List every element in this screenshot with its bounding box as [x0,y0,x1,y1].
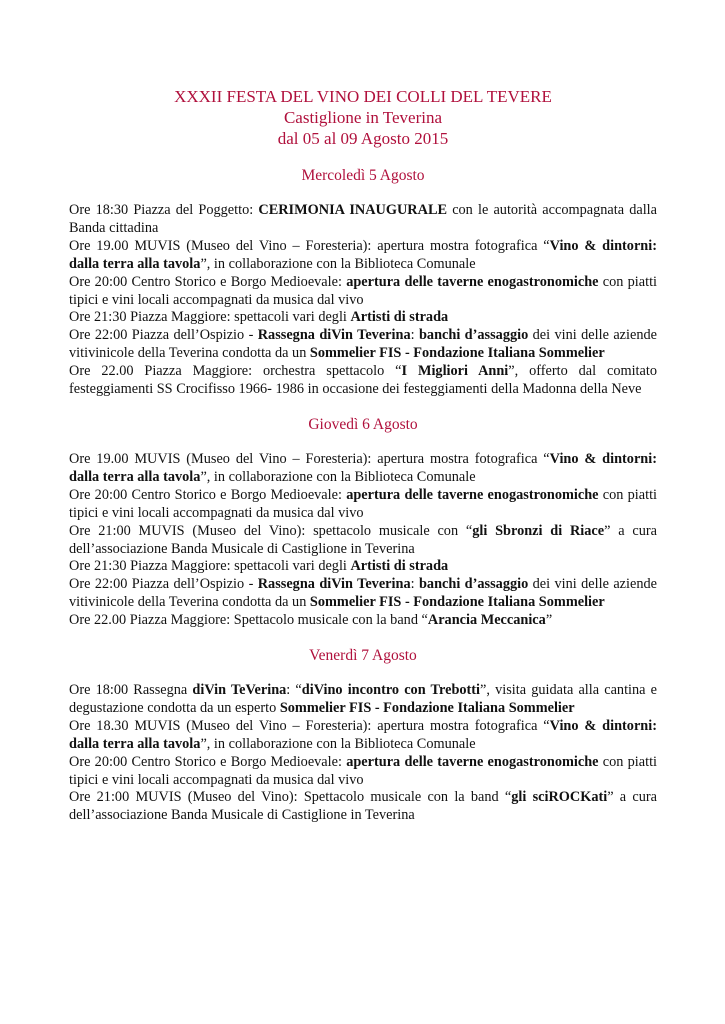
event-highlight: apertura delle taverne enogastronomiche [346,273,599,290]
event-highlight: I Migliori Anni [401,363,509,380]
event-highlight: Rassegna diVin Teverina [257,327,411,344]
event-text: Ore 20:00 Centro Storico e Borgo Medioevale: [69,486,347,503]
event-entry [69,523,657,559]
event-text: ” [545,612,553,629]
event-entry [69,754,657,790]
event-highlight: diVin TeVerina [192,682,287,699]
event-entry [69,487,657,523]
event-text: con le autorità accompagnata dalla Banda cittadina [69,202,657,236]
event-highlight: gli Sbronzi di Riace [472,522,605,539]
event-text: Ore 19.00 MUVIS (Museo del Vino – Foresteria): apertura mostra fotografica “ [69,237,550,254]
event-text: : “ [286,682,302,699]
event-text: Ore 21:30 Piazza Maggiore: spettacoli vari degli [69,309,351,326]
event-entry [69,576,657,612]
event-highlight: Sommelier FIS - Fondazione Italiana Sommelier [279,699,575,716]
event-highlight: apertura delle taverne enogastronomiche [346,753,599,770]
event-text: Ore 20:00 Centro Storico e Borgo Medioevale: [69,753,347,770]
day-title: Venerdì 7 Agosto [309,647,417,665]
event-entry [69,309,657,327]
event-text: ” a cura dell’associazione Banda Musicale di Castiglione in Teverina [69,789,657,824]
event-entry [69,682,657,718]
event-highlight: Artisti di strada [350,558,449,575]
event-text: : [410,576,419,593]
event-highlight: Vino & dintorni: dalla terra alla tavola [69,450,657,485]
event-highlight: banchi d’assaggio [418,576,529,593]
day-entries [69,682,657,825]
day-title: Giovedì 6 Agosto [308,415,418,433]
event-text: ”, offerto dal comitato festeggiamenti SS Crocifisso 1966- 1986 in occasione dei festeggiamenti della Madonna della Neve [69,363,657,398]
event-highlight: Arancia Meccanica [427,612,546,629]
event-text: ”, in collaborazione con la Biblioteca Comunale [200,735,476,752]
event-text: con piatti tipici e vini locali accompagnati da musica dal vivo [69,753,658,788]
event-text: ”, in collaborazione con la Biblioteca Comunale [200,468,476,485]
event-text: Ore 18.30 MUVIS (Museo del Vino – Foresteria): apertura mostra fotografica “ [69,717,550,734]
day-section [69,166,657,399]
event-text: ”, visita guidata alla cantina e degustazione condotta da un esperto [69,682,657,716]
event-text: Ore 21:30 Piazza Maggiore: spettacoli vari degli [69,558,351,575]
event-entry [69,238,657,274]
event-entry [69,274,657,310]
event-entry [69,612,657,630]
day-entries [69,451,657,630]
event-text: Ore 18:00 Rassegna [69,682,193,699]
event-text: dei vini delle aziende vitivinicole della Teverina condotta da un [69,576,657,611]
event-highlight: Vino & dintorni: dalla terra alla tavola [69,237,657,272]
festival-title: XXXII FESTA DEL VINO DEI COLLI DEL TEVERE [174,87,552,106]
event-entry [69,363,657,399]
document-page [69,86,657,825]
event-text: Ore 22.00 Piazza Maggiore: orchestra spettacolo “ [69,363,402,380]
event-entry [69,327,657,363]
event-text: Ore 22.00 Piazza Maggiore: Spettacolo musicale con la band “ [69,612,428,629]
event-highlight: Artisti di strada [350,309,449,326]
event-highlight: CERIMONIA INAUGURALE [258,202,448,218]
event-entry [69,718,657,754]
event-highlight: Rassegna diVin Teverina [257,576,411,593]
event-text: Ore 19.00 MUVIS (Museo del Vino – Foresteria): apertura mostra fotografica “ [69,450,550,467]
event-highlight: Vino & dintorni: dalla terra alla tavola [69,717,657,752]
event-text: dei vini delle aziende vitivinicole della Teverina condotta da un [69,327,657,362]
event-text: Ore 18:30 Piazza del Poggetto: [69,202,259,218]
day-section [69,415,657,630]
event-entry [69,202,657,238]
event-text: Ore 21:00 MUVIS (Museo del Vino): Spettacolo musicale con la band “ [69,789,512,806]
event-text: ”, in collaborazione con la Biblioteca Comunale [200,255,476,272]
day-title: Mercoledì 5 Agosto [301,167,425,184]
event-text: Ore 22:00 Piazza dell’Ospizio - [69,327,258,344]
event-entry [69,451,657,487]
event-text: con piatti tipici e vini locali accompagnati da musica dal vivo [69,486,658,521]
event-text: Ore 21:00 MUVIS (Museo del Vino): spettacolo musicale con “ [69,522,473,539]
event-text: : [410,327,419,344]
event-highlight: banchi d’assaggio [418,327,529,344]
event-entry [69,558,657,576]
event-highlight: diVino incontro con Trebotti [301,682,481,699]
day-section [69,646,657,825]
day-entries [69,202,657,399]
event-highlight: Sommelier FIS - Fondazione Italiana Sommelier [309,345,605,362]
event-highlight: Sommelier FIS - Fondazione Italiana Sommelier [309,594,605,611]
event-text: ” a cura dell’associazione Banda Musicale di Castiglione in Teverina [69,522,657,557]
event-text: con piatti tipici e vini locali accompagnati da musica dal vivo [69,273,658,308]
event-highlight: apertura delle taverne enogastronomiche [346,486,599,503]
event-entry [69,789,657,825]
festival-dates: dal 05 al 09 Agosto 2015 [277,129,449,148]
event-highlight: gli sciROCKati [511,789,608,806]
festival-location: Castiglione in Teverina [283,108,443,127]
event-text: Ore 20:00 Centro Storico e Borgo Medioevale: [69,273,347,290]
event-text: Ore 22:00 Piazza dell’Ospizio - [69,576,258,593]
document-header [69,86,657,149]
